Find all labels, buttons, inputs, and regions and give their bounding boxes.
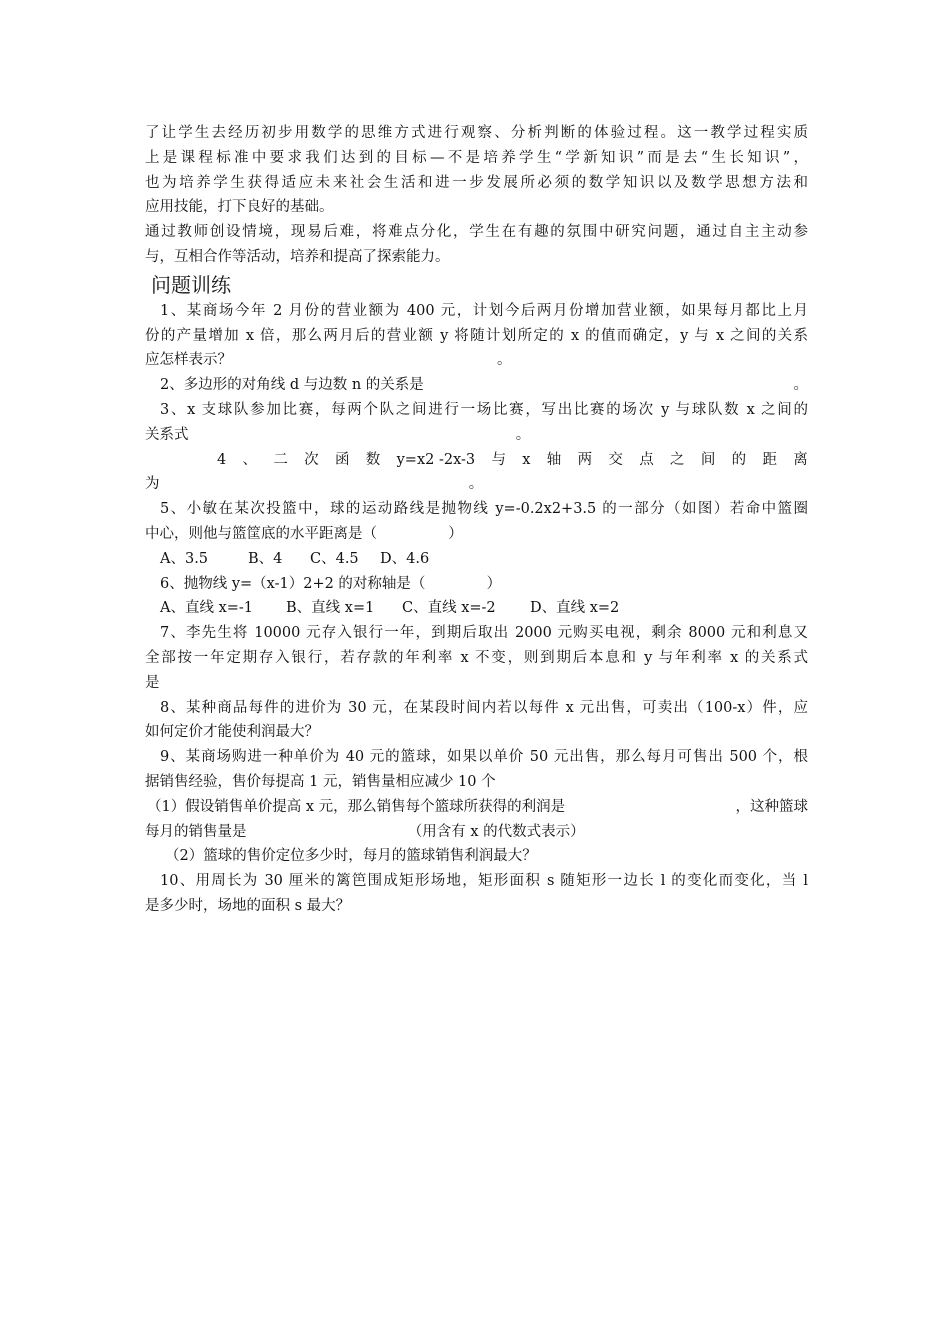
text-line: （2）篮球的售价定位多少时，每月的篮球销售利润最大？ — [165, 848, 537, 865]
text-line — [145, 820, 808, 845]
blank-end: 。 — [497, 352, 512, 369]
text-line: 也为培养学生获得适应未来社会生活和进一步发展所必须的数学知识以及数学思想方法和 — [145, 174, 808, 191]
intro-paragraph — [145, 121, 808, 270]
option-b: B、直线 x=1 — [286, 600, 375, 617]
word: 与 — [491, 451, 506, 468]
word: 4 — [217, 451, 227, 468]
word: x — [522, 451, 531, 468]
question-text: ，这种篮球 — [735, 798, 808, 815]
question-1 — [145, 299, 808, 373]
option-a: A、直线 x=-1 — [160, 600, 254, 617]
word: 数 — [365, 451, 381, 468]
option-c: C、直线 x=-2 — [402, 600, 496, 617]
text-line: 是 — [145, 674, 160, 691]
word: 二 — [273, 451, 288, 468]
text-line — [145, 572, 808, 597]
option-b: B、4 — [248, 550, 283, 567]
option-d: D、4.6 — [380, 550, 430, 567]
answer-paren: ） — [448, 525, 463, 542]
text-line — [145, 522, 808, 547]
text-line: 上是课程标准中要求我们达到的目标—不是培养学生“学新知识”而是去“生长知识”， — [145, 149, 808, 166]
word: 次 — [304, 451, 319, 468]
question-text: 应怎样表示？ — [145, 352, 232, 369]
text-line — [145, 423, 808, 448]
text-line: 5、小敏在某次投篮中，球的运动路线是抛物线 y=-0.2x2+3.5 的一部分（如图）若命中篮圈 — [160, 501, 808, 518]
text-line: 10、用周长为 30 厘米的篱笆围成矩形场地，矩形面积 s 随矩形一边长 l 的变化而变化，当 l — [160, 873, 808, 890]
text-line: 份的产量增加 x 倍，那么两月后的营业额 y 将随计划所定的 x 的值而确定，y 与 x 之间的关系 — [145, 327, 808, 344]
question-8 — [145, 696, 808, 746]
text-line: 如何定价才能使利润最大？ — [145, 724, 319, 741]
question-4 — [145, 448, 808, 498]
text-line: 是多少时，场地的面积 s 最大？ — [145, 897, 351, 914]
text-line: 7、李先生将 10000 元存入银行一年，到期后取出 2000 元购买电视，剩余 8000 元和利息又 — [160, 625, 808, 642]
text-line: 8、某种商品每件的进价为 30 元，在某段时间内若以每件 x 元出售，可卖出（100-x）件，应 — [160, 699, 808, 716]
word: 点 — [639, 451, 654, 468]
word: 函 — [334, 451, 350, 468]
text-line: 应用技能，打下良好的基础。 — [145, 199, 334, 216]
options-row — [145, 596, 808, 621]
question-2 — [145, 373, 808, 398]
text-line: 9、某商场购进一种单价为 40 元的篮球，如果以单价 50 元出售，那么每月可售出 500 个，根 — [160, 749, 808, 766]
text-line — [145, 448, 808, 473]
question-text: （用含有 x 的代数式表示） — [407, 823, 585, 840]
word: y=x2 -2x-3 — [396, 451, 476, 468]
text-line: 与，互相合作等活动，培养和提高了探索能力。 — [145, 248, 450, 265]
blank-end: 。 — [468, 476, 484, 493]
word: 、 — [242, 451, 258, 468]
word: 交 — [608, 451, 623, 468]
text-line — [145, 795, 808, 820]
option-d: D、直线 x=2 — [530, 600, 620, 617]
question-text: 每月的销售量是 — [145, 823, 247, 840]
question-text: 2、多边形的对角线 d 与边数 n 的关系是 — [160, 377, 424, 394]
question-3 — [145, 398, 808, 448]
word: 的 — [731, 451, 747, 468]
text-line: 全部按一年定期存入银行，若存款的年利率 x 不变，则到期后本息和 y 与年利率 x 的关系式 — [145, 649, 808, 666]
option-c: C、4.5 — [310, 550, 359, 567]
word: 两 — [577, 451, 593, 468]
question-5 — [145, 497, 808, 571]
option-a: A、3.5 — [160, 550, 209, 567]
blank-end: 。 — [793, 377, 808, 394]
text-line: 3、x 支球队参加比赛，每两个队之间进行一场比赛，写出比赛的场次 y 与球队数 x 之间的 — [160, 401, 808, 418]
question-9 — [145, 745, 808, 869]
question-7 — [145, 621, 808, 695]
blank-end: 。 — [515, 426, 531, 443]
word: 轴 — [546, 451, 562, 468]
question-10 — [145, 869, 808, 919]
question-6 — [145, 572, 808, 622]
document-page — [145, 121, 808, 919]
word: 间 — [700, 451, 716, 468]
word: 之 — [670, 451, 685, 468]
text-line — [145, 472, 808, 497]
question-text: 为 — [145, 476, 160, 493]
text-line: 了让学生去经历初步用数学的思维方式进行观察、分析判断的体验过程。这一教学过程实质 — [145, 125, 808, 141]
answer-paren: ） — [486, 575, 502, 592]
text-line: 据销售经验，售价每提高 1 元，销售量相应减少 10 个 — [145, 773, 496, 790]
word: 离 — [793, 451, 808, 468]
question-text: （1）假设销售单价提高 x 元，那么销售每个篮球所获得的利润是 — [147, 798, 566, 815]
question-text: 中心，则他与篮筐底的水平距离是（ — [145, 525, 377, 542]
question-text: 关系式 — [145, 426, 189, 443]
options-row — [145, 547, 808, 572]
question-text: 6、抛物线 y=（x-1）2+2 的对称轴是（ — [160, 575, 426, 592]
text-line: 通过教师创设情境，现易后难，将难点分化，学生在有趣的氛围中研究问题，通过自主主动参 — [145, 224, 808, 241]
word: 距 — [762, 451, 777, 468]
text-line: 1、某商场今年 2 月份的营业额为 400 元，计划今后两月份增加营业额，如果每月都比上月 — [160, 302, 808, 319]
section-heading: 问题训练 — [151, 272, 231, 297]
